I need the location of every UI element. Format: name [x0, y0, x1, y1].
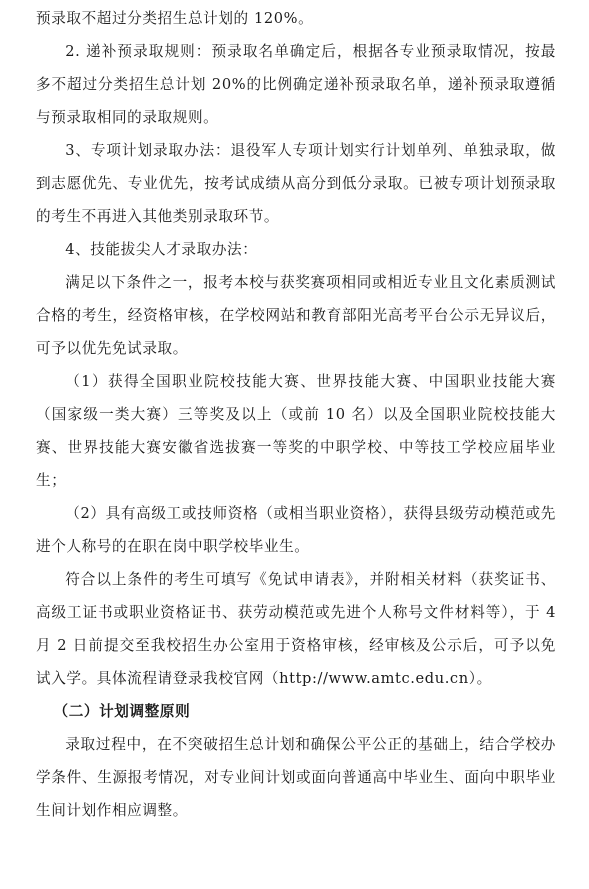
condition-item-2: （2）具有高级工或技师资格（或相当职业资格），获得县级劳动模范或先进个人称号的在职在岗中职学校毕业生。 [36, 505, 556, 555]
rule-3-paragraph: 3、专项计划录取办法：退役军人专项计划实行计划单列、单独录取，做到志愿优先、专业优先，按考试成绩从高分到低分录取。已被专项计划预录取的考生不再进入其他类别录取环节。 [36, 142, 556, 225]
adjustment-paragraph: 录取过程中，在不突破招生总计划和确保公平公正的基础上，结合学校办学条件、生源报考情况，对专业间计划或面向普通高中毕业生、面向中职毕业生间计划作相应调整。 [36, 736, 556, 819]
intro-paragraph: 预录取不超过分类招生总计划的 120%。 [36, 10, 314, 27]
rule-2-paragraph: 2. 递补预录取规则：预录取名单确定后，根据各专业预录取情况，按最多不超过分类招生总计划 20%的比例确定递补预录取名单，递补预录取遵循与预录取相同的录取规则。 [36, 43, 556, 126]
section-2-heading: （二）计划调整原则 [53, 703, 191, 720]
rule-4-paragraph: 4、技能拔尖人才录取办法： [65, 241, 258, 258]
conditions-paragraph: 满足以下条件之一，报考本校与获奖赛项相同或相近专业且文化素质测试合格的考生，经资格审核，在学校网站和教育部阳光高考平台公示无异议后，可予以优先免试录取。 [36, 274, 556, 357]
application-paragraph: 符合以上条件的考生可填写《免试申请表》，并附相关材料（获奖证书、高级工证书或职业资格证书、获劳动模范或先进个人称号文件材料等），于 4 月 2 日前提交至我校招生办公室用于资格审核，经审核及公示后，可予以免试入学。具体流程请登录我校官网（http://www.amtc.edu.cn）。 [36, 571, 556, 687]
condition-item-1: （1）获得全国职业院校技能大赛、世界技能大赛、中国职业技能大赛（国家级一类大赛）三等奖及以上（或前 10 名）以及全国职业院校技能大赛、世界技能大赛安徽省选拔赛一等奖的中职学校、中等技工学校应届毕业生； [36, 373, 556, 489]
